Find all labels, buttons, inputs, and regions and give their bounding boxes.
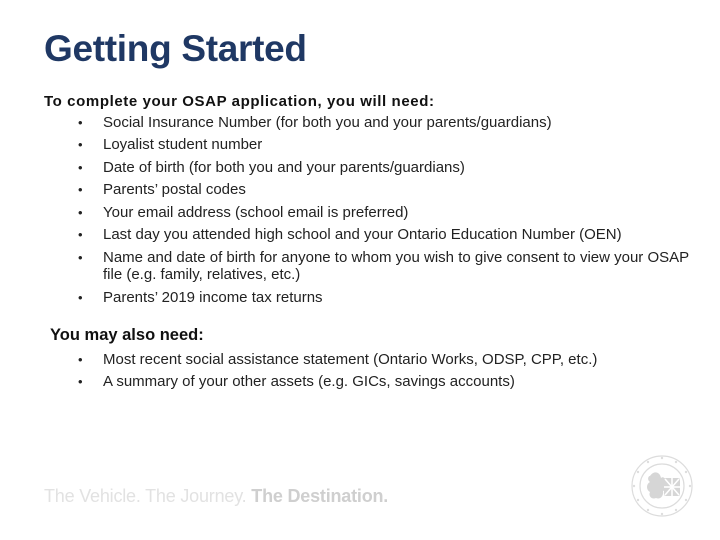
optional-heading: You may also need:: [50, 326, 204, 344]
list-item-text: Date of birth (for both you and your parents/guardians): [103, 158, 465, 176]
list-item-text: Your email address (school email is preferred): [103, 203, 409, 221]
list-item-text: Loyalist student number: [103, 136, 263, 153]
list-item: [76, 181, 706, 199]
list-item: [76, 114, 706, 132]
tagline-light: The Vehicle. The Journey.: [44, 486, 247, 506]
bullet-icon: •: [78, 137, 83, 152]
list-item-text: Parents’ 2019 income tax returns: [103, 288, 323, 306]
list-item: [76, 204, 706, 222]
list-item: [76, 351, 706, 369]
footer-tagline: [44, 486, 388, 507]
bullet-icon: •: [78, 204, 83, 220]
tagline-strong: The Destination.: [251, 486, 389, 506]
bullet-icon: •: [78, 249, 83, 265]
bullet-icon: •: [78, 114, 83, 130]
requirements-heading: To complete your OSAP application, you will need:: [44, 93, 435, 110]
bullet-icon: •: [78, 289, 83, 305]
list-item: [76, 249, 706, 284]
list-item: [76, 373, 706, 391]
list-item: [76, 289, 706, 307]
list-item: [76, 136, 706, 154]
bullet-icon: •: [78, 351, 83, 367]
list-item-text: Name and date of birth for anyone to whom you wish to give consent to view your OSAP file (e.g. family, relatives, etc.): [103, 248, 689, 283]
requirements-list: [76, 114, 706, 312]
bullet-icon: •: [78, 227, 83, 242]
list-item-text: Most recent social assistance statement (Ontario Works, ODSP, CPP, etc.): [103, 350, 598, 368]
bullet-icon: •: [78, 374, 83, 389]
optional-list: [76, 351, 706, 396]
list-item: [76, 159, 706, 177]
list-item-text: Parents’ postal codes: [103, 181, 246, 198]
list-item-text: A summary of your other assets (e.g. GICs, savings accounts): [103, 373, 515, 390]
bullet-icon: •: [78, 182, 83, 197]
page-title: Getting Started: [44, 28, 307, 69]
list-item-text: Social Insurance Number (for both you and your parents/guardians): [103, 113, 552, 131]
college-crest-icon: [630, 454, 694, 518]
list-item: [76, 226, 706, 244]
list-item-text: Last day you attended high school and your Ontario Education Number (OEN): [103, 226, 622, 243]
bullet-icon: •: [78, 159, 83, 175]
